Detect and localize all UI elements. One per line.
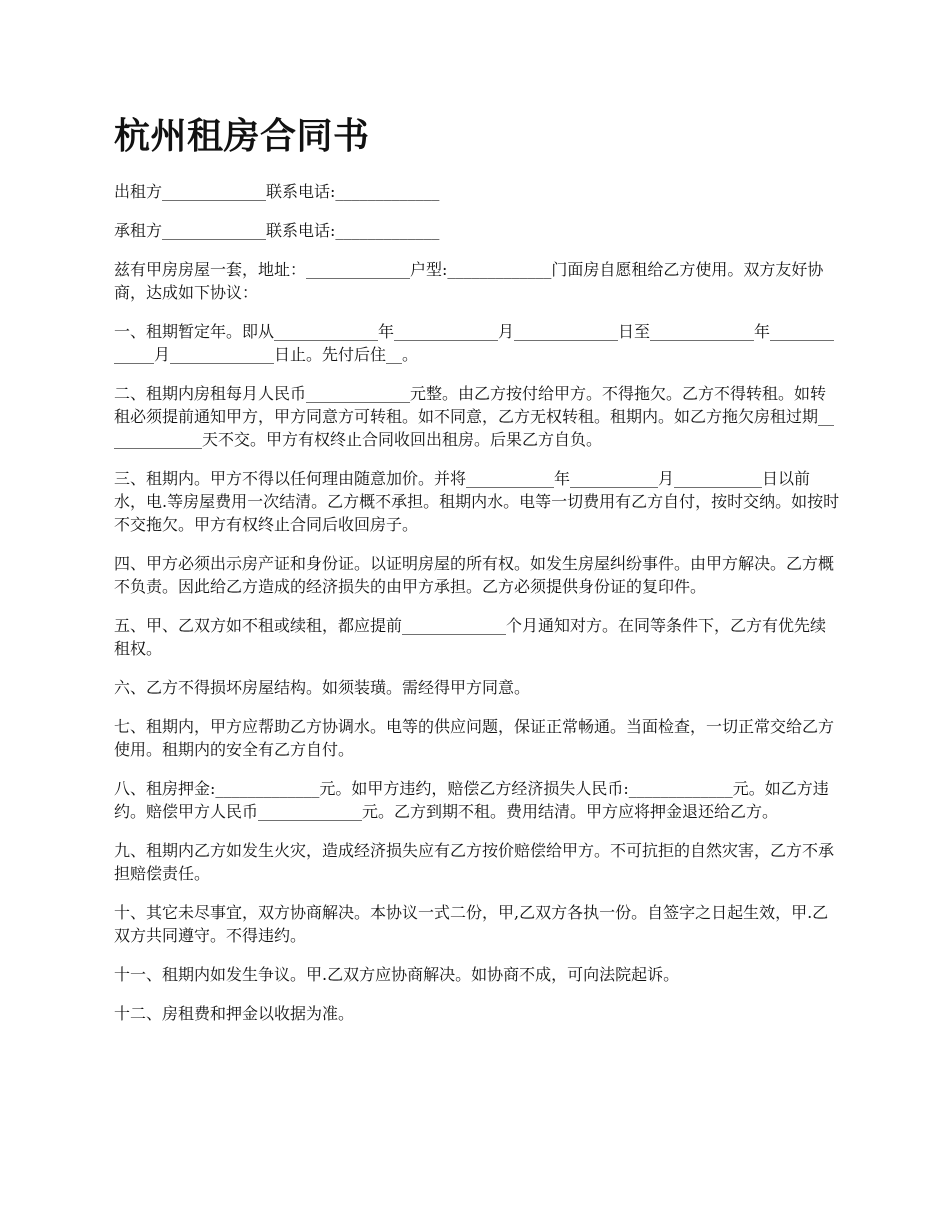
clause-10: 十、其它未尽事宜，双方协商解决。本协议一式二份，甲,乙双方各执一份。自签字之日起生效，甲.乙双方共同遵守。不得违约。 bbox=[114, 903, 829, 945]
clause-6: 六、乙方不得损坏房屋结构。如须装璜。需经得甲方同意。 bbox=[114, 678, 531, 697]
document-page bbox=[114, 112, 840, 1041]
clause-7: 七、租期内，甲方应帮助乙方协调水。电等的供应问题，保证正常畅通。当面检查，一切正常交给乙方使用。租期内的安全有乙方自付。 bbox=[114, 717, 835, 759]
preamble-paragraph: 兹有甲房房屋一套，地址：_____________户型:_____________门面房自愿租给乙方使用。双方友好协商，达成如下协议： bbox=[114, 260, 824, 302]
clause-4: 四、甲方必须出示房产证和身份证。以证明房屋的所有权。如发生房屋纠纷事件。由甲方解决。乙方概不负责。因此给乙方造成的经济损失的由甲方承担。乙方必须提供身份证的复印件。 bbox=[114, 554, 835, 596]
clause-11: 十一、租期内如发生争议。甲.乙双方应协商解决。如协商不成，可向法院起诉。 bbox=[114, 965, 680, 984]
party-lessee-line: 承租方_____________联系电话:_____________ bbox=[114, 221, 440, 240]
document-title: 杭州租房合同书 bbox=[114, 115, 370, 157]
party-lessor-line: 出租方_____________联系电话:_____________ bbox=[114, 182, 440, 201]
clause-9: 九、租期内乙方如发生火灾，造成经济损失应有乙方按价赔偿给甲方。不可抗拒的自然灾害，乙方不承担赔偿责任。 bbox=[114, 841, 835, 883]
clause-12: 十二、房租费和押金以收据为准。 bbox=[114, 1004, 355, 1023]
clause-3: 三、租期内。甲方不得以任何理由随意加价。并将___________年___________月___________日以前水，电.等房屋费用一次结清。乙方概不承担。租期内水。电等一切费用有乙方自付，按时交纳。如按时不交拖欠。甲方有权终止合同后收回房子。 bbox=[114, 469, 840, 534]
clause-5: 五、甲、乙双方如不租或续租，都应提前_____________个月通知对方。在同等条件下，乙方有优先续租权。 bbox=[114, 616, 827, 658]
clause-1: 一、租期暂定年。即从_____________年_____________月_____________日至_____________年_____________月_____________日止。先付后住__。 bbox=[114, 322, 835, 364]
clause-8: 八、租房押金:_____________元。如甲方违约，赔偿乙方经济损失人民币:_____________元。如乙方违约。赔偿甲方人民币_____________元。乙方到期不租。费用结清。甲方应将押金退还给乙方。 bbox=[114, 779, 829, 821]
clause-2: 二、租期内房租每月人民币_____________元整。由乙方按付给甲方。不得拖欠。乙方不得转租。如转租必须提前通知甲方，甲方同意方可转租。如不同意，乙方无权转租。租期内。如乙方拖欠房租过期_____________天不交。甲方有权终止合同收回出租房。后果乙方自负。 bbox=[114, 384, 835, 449]
